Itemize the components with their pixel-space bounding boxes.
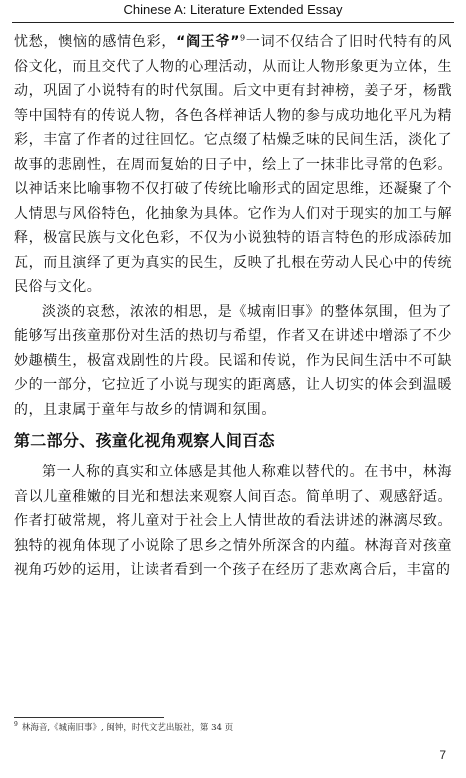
paragraph: 淡淡的哀愁，浓浓的相思，是《城南旧事》的整体氛围，但为了能够写出孩童那份对生活的热切与希望，作者又在讲述中增添了不少妙趣横生，极富戏剧性的片段。民谣和传说，作为民间生活中不可缺少的一部分，它拉近了小说与现实的距离感，让人切实的体会到温暖的，且隶属于童年与故乡的情调和氛围。 xyxy=(14,303,452,418)
footnote xyxy=(14,722,452,735)
paragraph-continued xyxy=(14,30,452,300)
page-header xyxy=(12,0,454,23)
footnote-mark: 9 xyxy=(14,721,18,729)
bold-term: “阎王爷” xyxy=(176,34,241,50)
page-number: 7 xyxy=(439,748,446,762)
footnote-divider xyxy=(14,717,164,718)
paragraph-text: 一词不仅结合了旧时代特有的风俗文化，而且交代了人物的心理活动，从而让人物形象更为立体，生动，巩固了小说特有的时代氛围。后文中更有封神榜，姜子牙，杨戬等中国特有的传说人物，各色各样神话人物的参与成功地化平凡为精彩，丰富了作者的过往回忆。它点缀了枯燥乏味的民间生活，淡化了故事的悲剧性，在周而复始的日子中，绘上了一抹非比寻常的色彩。以神话来比喻事物不仅打破了传统比喻形式的固定思维，还凝聚了个人情思与风俗特色，化抽象为具体。它作为人们对于现实的加工与解释，极富民族与文化色彩，不仅为小说独特的语言特色的形成添砖加瓦，而且演绎了更为真实的民生，反映了扎根在劳动人民心中的传统民俗与文化。 xyxy=(14,34,452,295)
paragraph: 第一人称的真实和立体感是其他人称难以替代的。在书中，林海音以儿童稚嫩的目光和想法来观察人间百态。简单明了、观感舒适。作者打破常规，将儿童对于社会上人情世故的看法讲述的淋漓尽致。独特的视角体现了小说除了思乡之情外所深含的内蕴。林海音对孩童视角巧妙的运用，让读者看到一个孩子在经历了悲欢离合后，丰富的 xyxy=(14,464,452,578)
section-heading: 第二部分、孩童化视角观察人间百态 xyxy=(14,431,275,450)
footnote-text: 林海音,《城南旧事》, 闽钟，时代文艺出版社，第 34 页 xyxy=(21,723,234,733)
paragraph-text: 忧愁，懊恼的感情色彩， xyxy=(14,34,177,50)
footnote-reference[interactable]: 9 xyxy=(240,33,246,43)
header-title: Chinese A: Literature Extended Essay xyxy=(123,2,343,17)
essay-body xyxy=(14,30,452,583)
